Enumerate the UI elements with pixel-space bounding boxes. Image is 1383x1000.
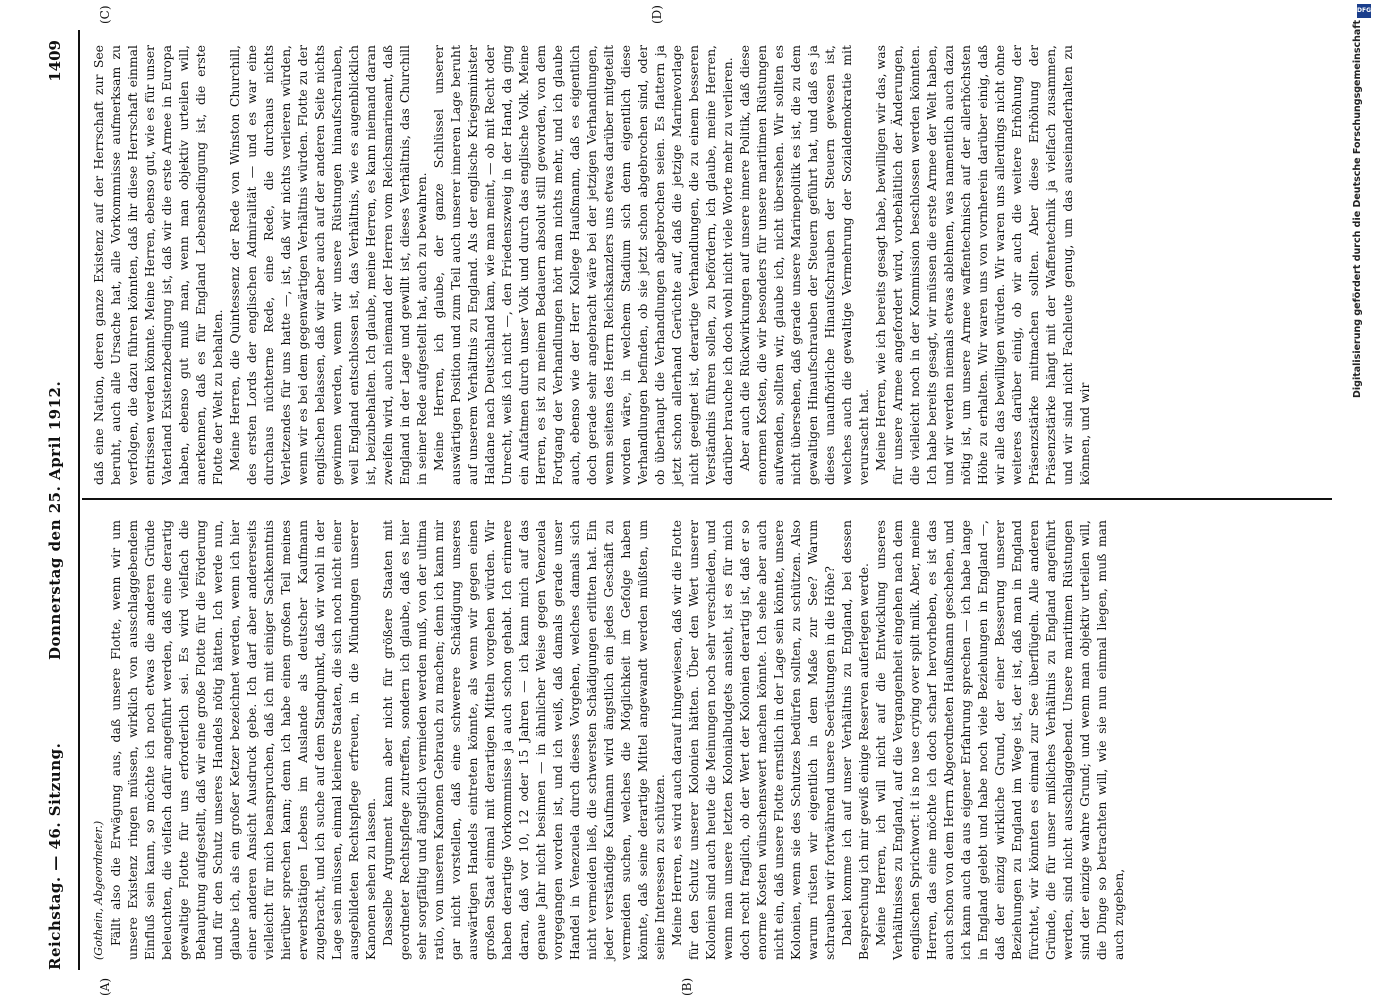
header-center: Donnerstag den 25. April 1912. [46,380,64,660]
paragraph: Meine Herren, wie ich bereits gesagt habe, bewilligen wir das, was für unsere Armee angefordert wird, vorbehältlich der Änderungen, die vielleicht noch in der Kommission beschlossen werden könnten. Ich habe bereits gesagt, wir müssen die erste Armee der Welt haben, und wir werden niemals etwas ablehnen, was namentlich auch dazu nötig ist, um unsere Armee waffentechnisch auf der allerhöchsten Höhe zu erhalten. Wir waren uns von vornherein darüber einig, daß wir alle das bewilligen würden. Wir waren uns allerdings nicht ohne weiteres darüber einig, ob wir auch die weitere Erhöhung der Präsenzstärke mitmachen sollten. Aber diese Erhöhung der Präsenzstärke hängt mit der Waffentechnik ja vielfach zusammen, und wir sind nicht Fachleute genug, um das auseinanderhalten zu können, und wir [873,45,1092,485]
dfg-logo: DFG [1357,4,1371,18]
right-column [90,45,1093,485]
page-header [40,30,80,970]
header-rule [78,30,80,970]
column-divider [82,499,1332,501]
dfg-credit-text: Digitalisierung gefördert durch die Deutsche Forschungsgemeinschaft [1352,20,1363,398]
page-number: 1409 [46,40,64,82]
margin-mark-a: (A) [98,977,112,996]
paragraph: Fällt also die Erwägung aus, daß unsere Flotte, wenn wir um unsere Existenz ringen müssen, wirklich von ausschlaggebendem Einfluß sein kann, so möchte ich noch etwas die anderen Gründe beleuchten, die vielfach dafür angeführt werden, daß eine derartig gewaltige Flotte für uns erforderlich sei. Es wird vielfach die Behauptung aufgestellt, daß wir eine große Flotte für die Förderung und für den Schutz unseres Handels nötig hätten. Ich werde nun, glaube ich, als ein großer Ketzer bezeichnet werden, wenn ich hier einer anderen Ansicht Ausdruck gebe. Ich darf aber andererseits vielleicht für mich beanspruchen, daß ich mit einiger Sachkenntnis hierüber sprechen kann; denn ich habe einen großen Teil meines erwerbstätigen Lebens im Auslande als deutscher Kaufmann zugebracht, und ich suche auf dem Standpunkt, daß wir wohl in der Lage sein müssen, einmal kleinere Staaten, die sich noch nicht einer ausgebildeten Rechtspflege erfreuen, in die Mündungen unserer Kanonen sehen zu lassen. [108,520,378,960]
paragraph: Dasselbe Argument kann aber nicht für größere Staaten mit geordneter Rechtspflege zutreffen, sondern ich glaube, daß es hier sehr sorgfältig und ängstlich vermieden werden muß, von der ultima ratio, von unseren Kanonen Gebrauch zu machen; denn ich kann mir gar nicht vorstellen, daß eine schwerere Schädigung unseres auswärtigen Handels eintreten könnte, als wenn wir gegen einen großen Staat einmal mit derartigen Mitteln vorgehen würden. Wir haben derartige Vorkommnisse ja auch schon gehabt. Ich erinnere daran, daß vor 10, 12 oder 15 Jahren — ich kann mich auf das genaue Jahr nicht besinnen — in ähnlicher Weise gegen Venezuela vorgegangen worden ist, und ich weiß, daß damals gerade unser Handel in Venezuela durch dieses Vorgehen, welches damals sich nicht vermeiden ließ, die schwersten Schädigungen erlitten hat. Ein jeder verständige Kaufmann wird ängstlich ein jedes Geschäft zu vermeiden suchen, welches die Möglichkeit im Gefolge haben könnte, daß seine derartige Mittel angewandt werden müßten, um seine Interessen zu schützen. [380,520,667,960]
document-page [40,5,1340,996]
margin-mark-c: (C) [98,5,112,24]
header-left: Reichstag. — 46. Sitzung. [46,742,64,970]
paragraph: Meine Herren, die Quintessenz der Rede von Winston Churchill, des ersten Lords der englischen Admiralität — und es war eine durchaus nüchterne Rede, eine Rede, die durchaus nichts Verletzendes für uns hatte —, ist, daß wir nichts verlieren würden, wenn wir es bei dem gegenwärtigen Verhältnis würden. Flotte zu der englischen belassen, daß wir aber auch auf der anderen Seite nichts gewinnen werden, wenn wir unsere Rüstungen hinaufschrauben, weil England entschlossen ist, das Verhältnis, wie es augenblicklich ist, beizubehalten. Ich glaube, meine Herren, es kann niemand daran zweifeln wird, auch niemand der Herren vom Reichsmarineamt, daß England in der Lage und gewillt ist, dieses Verhältnis, das Churchill in seiner Rede aufgestellt hat, auch zu bewahren. [227,45,429,485]
left-column [90,520,1127,960]
paragraph: daß eine Nation, deren ganze Existenz auf der Herrschaft zur See beruht, auch alle Ursache hat, alle Vorkommnisse aufmerksam zu verfolgen, die dazu führen könnten, daß ihr diese Herrschaft einmal entrissen werden könnte. Meine Herren, ebenso gut, wie es für unser Vaterland Existenzbedingung ist, daß wir die erste Armee in Europa haben, ebenso gut muß man, wenn man objektiv urteilen will, anerkennen, daß es für England Lebensbedingung ist, die erste Flotte der Welt zu behalten. [91,45,225,485]
margin-mark-d: (D) [650,5,664,24]
paragraph: Meine Herren, ich glaube, der ganze Schlüssel unserer auswärtigen Position und zum Teil auch unserer inneren Lage beruht auf unserem Verhältnis zu England. Als der englische Kriegsminister Haldane nach Deutschland kam, wie man meint, — ob mit Recht oder Unrecht, weiß ich nicht —, den Friedenszweig in der Hand, da ging ein Aufatmen durch unser Volk und durch das englische Volk. Meine Herren, es ist zu meinem Bedauern absolut still geworden, von dem Fortgang der Verhandlungen hört man nichts mehr, und ich glaube auch, ebenso wie der Herr Kollege Haußmann, daß es eigentlich doch gerade sehr angebracht wäre bei der jetzigen Verhandlungen, wenn seitens des Herrn Reichskanzlers uns etwas darüber mitgeteilt worden wäre, in welchem Stadium sich denn eigentlich diese Verhandlungen befinden, ob sie jetzt schon abgebrochen sind, oder ob überhaupt die Verhandlungen abgebrochen seien. Es flattern ja jetzt schon allerhand Gerüchte auf, daß die jetzige Marinevorlage nicht geeignet ist, derartige Verhandlungen, die zu einem besseren Verständnis führen sollen, zu befördern, ich glaube, meine Herren, darüber brauche ich doch wohl nicht viele Worte mehr zu verlieren. [431,45,735,485]
margin-mark-b: (B) [680,977,694,996]
paragraph: Aber auch die Rückwirkungen auf unsere innere Politik, daß diese enormen Kosten, die wir besonders für unsere maritimen Rüstungen aufwenden, sollten wir, glaube ich, nicht übersehen. Wir sollten es nicht übersehen, daß gerade unsere Marinepolitik es ist, die zu dem gewaltigen Hinaufschrauben der Steuern geführt hat, und daß es ja dieses unaufhörliche Hinaufschrauben der Steuern gewesen ist, welches auch die gewaltige Vermehrung der Sozialdemokratie mit verursacht hat. [737,45,871,485]
paragraph: Dabei komme ich auf unser Verhältnis zu England, bei dessen Besprechung ich mir gewiß einige Reserven auferlegen werde. [839,520,871,960]
paragraph: Meine Herren, ich will nicht auf die Entwicklung unseres Verhältnisses zu England, auf die Vergangenheit eingehen nach dem englischen Sprichwort: it is no use crying over spilt milk. Aber, meine Herren, das eine möchte ich doch scharf hervorheben, es ist das auch schon von dem Herrn Abgeordneten Haußmann geschehen, und ich kann auch da aus eigener Erfahrung sprechen — ich habe lange in England gelebt und habe noch viele Beziehungen in England —, daß der einzig wirkliche Grund, der einer Besserung unserer Beziehungen zu England im Wege ist, der ist, daß man in England fürchtet, wir könnten es einmal zur See überflügeln. Alle anderen Gründe, die für unser mißliches Verhältnis zu England angeführt werden, sind nicht ausschlaggebend. Unsere maritimen Rüstungen sind der einzige wahre Grund; und wenn man objektiv urteilen will, die Dinge so betrachten will, wie sie nun einmal liegen, muß man auch zugeben, [873,520,1126,960]
speaker-label: (Gothein, Abgeordneter.) [92,820,105,960]
paragraph: Meine Herren, es wird auch darauf hingewiesen, daß wir die Flotte für den Schutz unserer Kolonien hätten. Über den Wert unserer Kolonien sind auch heute die Meinungen noch sehr verschieden, und wenn man unsere letzten Kolonialbudgets ansieht, ist es für mich doch recht fraglich, ob der Wert der Kolonien derartig ist, daß er so enorme Kosten wünschenswert machen könnte. Ich sehe aber auch nicht ein, daß unsere Flotte ernstlich in der Lage sein könnte, unsere Kolonien, wenn sie des Schutzes bedürfen sollten, zu schützen. Also warum rüsten wir eigentlich in dem Maße zur See? Warum schrauben wir fortwährend unsere Seerüstungen in die Höhe? [669,520,837,960]
